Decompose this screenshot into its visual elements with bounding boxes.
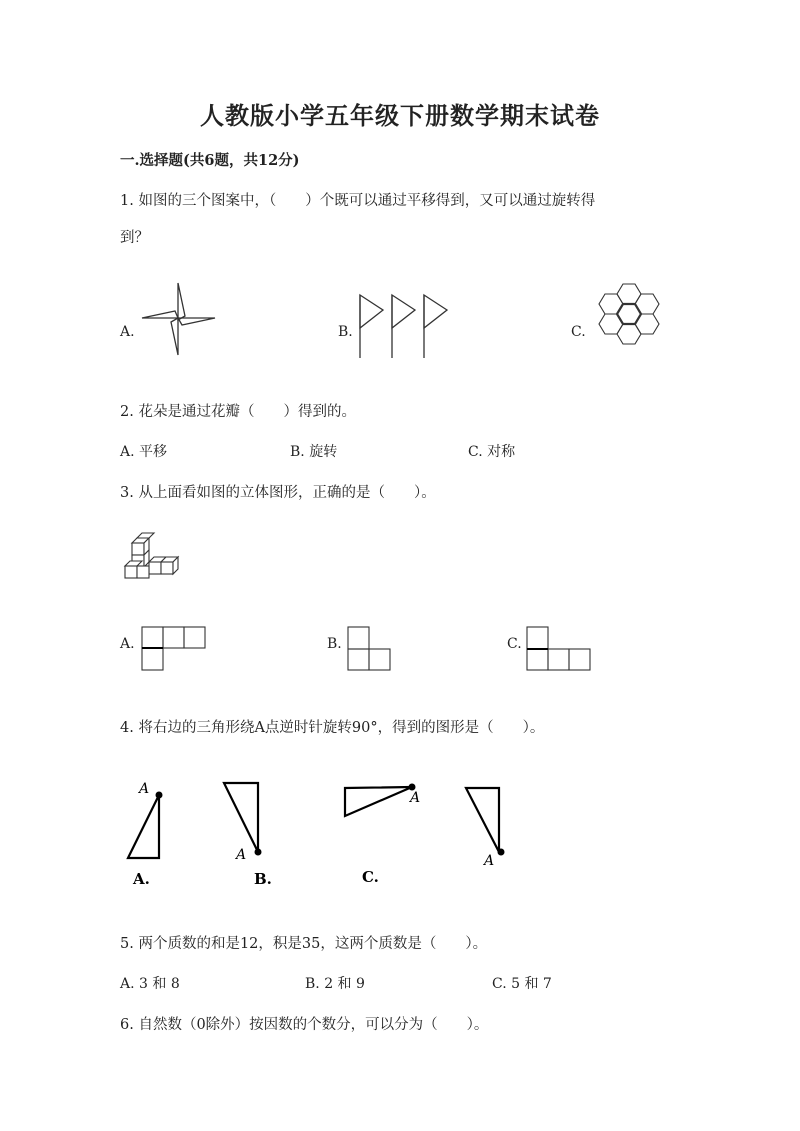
question-4-text: 4. 将右边的三角形绕A点逆时针旋转90°，得到的图形是（ ）。 <box>120 720 545 736</box>
q5-option-a: A. 3 和 8 <box>120 976 180 992</box>
q3-option-c-label: C. <box>507 636 522 652</box>
question-5-text: 5. 两个质数的和是12，积是35，这两个质数是（ ）。 <box>120 936 488 952</box>
q4-option-a-label: A. <box>133 870 150 888</box>
question-1-line-1: 1. 如图的三个图案中，（ ）个既可以通过平移得到，又可以通过旋转得 <box>120 193 596 209</box>
q3-option-b-grid <box>347 626 393 674</box>
q2-option-b: B. 旋转 <box>290 444 338 460</box>
q5-option-c: C. 5 和 7 <box>492 976 552 992</box>
point-a-label: A <box>484 853 495 869</box>
three-flags-figure <box>355 290 455 360</box>
cube-stack-figure <box>120 535 190 585</box>
point-a-label: A <box>410 790 421 806</box>
q4-option-c-label: C. <box>362 868 379 886</box>
point-a-label: A <box>139 781 150 797</box>
triangle-option-b <box>222 778 292 888</box>
q3-option-c-grid <box>526 626 594 674</box>
triangle-original <box>120 778 190 888</box>
q2-option-a: A. 平移 <box>120 444 168 460</box>
question-6-text: 6. 自然数（0除外）按因数的个数分，可以分为（ ）。 <box>120 1017 489 1033</box>
page-title: 人教版小学五年级下册数学期末试卷 <box>200 101 600 130</box>
q4-option-b-label: B. <box>254 870 272 888</box>
question-1-line-2: 到？ <box>120 230 149 246</box>
question-2-text: 2. 花朵是通过花瓣（ ）得到的。 <box>120 404 356 420</box>
q5-option-b: B. 2 和 9 <box>305 976 365 992</box>
section-heading: 一.选择题(共6题，共12分) <box>120 152 300 169</box>
hexagon-pattern-figure <box>590 282 670 360</box>
q3-option-a-label: A. <box>120 636 135 652</box>
q1-option-b-label: B. <box>338 324 353 340</box>
q3-option-b-label: B. <box>327 636 342 652</box>
q1-option-a-label: A. <box>120 324 135 340</box>
q3-option-a-grid <box>141 626 207 674</box>
q1-option-c-label: C. <box>571 324 586 340</box>
q2-option-c: C. 对称 <box>468 444 516 460</box>
triangle-option-d <box>462 778 522 878</box>
pinwheel-figure <box>140 280 218 358</box>
point-a-label: A <box>236 847 247 863</box>
triangle-option-c <box>340 778 430 888</box>
question-3-text: 3. 从上面看如图的立体图形，正确的是（ ）。 <box>120 485 436 501</box>
